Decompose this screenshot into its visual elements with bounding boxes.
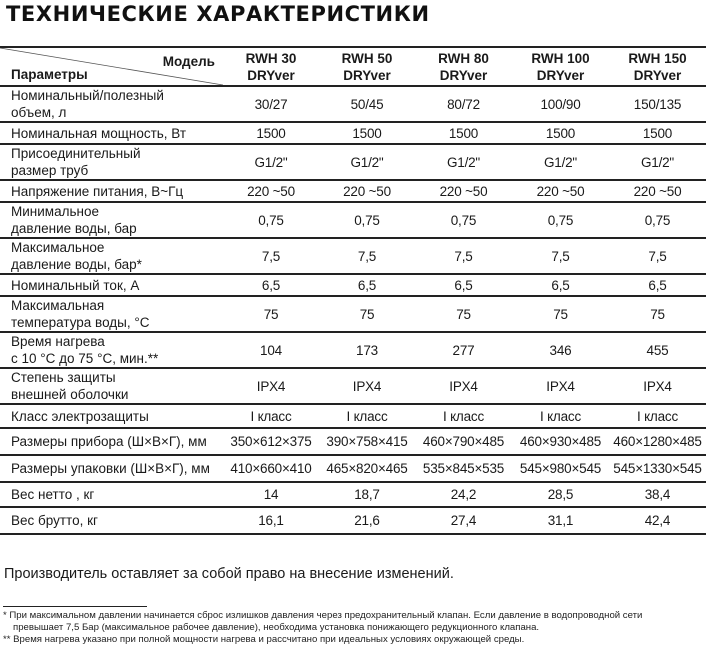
table-row <box>0 238 706 274</box>
value-cell: 150/135 <box>609 86 706 122</box>
value-cell: 21,6 <box>319 507 415 534</box>
table-row <box>0 332 706 368</box>
model-variant: DRYver <box>536 67 585 83</box>
value-cell: 277 <box>415 332 512 368</box>
value-cell: 18,7 <box>319 482 415 507</box>
parameter-label <box>0 404 223 428</box>
footnote-1: * При максимальном давлении начинается сброс излишков давления через предохранительный клапан. Если давление в водопроводной сети <box>3 610 643 621</box>
value-cell: 7,5 <box>609 238 706 274</box>
model-name: RWH 50 <box>341 50 393 66</box>
table-row <box>0 122 706 144</box>
value-cell: 0,75 <box>319 202 415 238</box>
parameter-label-line: Присоединительный <box>11 146 141 161</box>
value-cell: IPX4 <box>415 368 512 404</box>
value-cell: 6,5 <box>223 274 319 296</box>
value-cell: 545×980×545 <box>512 455 609 482</box>
value-cell: 0,75 <box>512 202 609 238</box>
value-cell: G1/2" <box>223 144 319 180</box>
parameter-label-line: Минимальное <box>11 204 99 219</box>
value-cell: G1/2" <box>415 144 512 180</box>
table-row <box>0 274 706 296</box>
value-cell: 173 <box>319 332 415 368</box>
table-row <box>0 144 706 180</box>
value-cell: 220 ~50 <box>512 180 609 202</box>
params-header-label: Параметры <box>11 67 88 82</box>
parameter-label <box>0 180 223 202</box>
value-cell: 75 <box>223 296 319 332</box>
value-cell: 535×845×535 <box>415 455 512 482</box>
table-row <box>0 180 706 202</box>
value-cell: 16,1 <box>223 507 319 534</box>
parameter-label <box>0 428 223 455</box>
value-cell: 465×820×465 <box>319 455 415 482</box>
table-row <box>0 296 706 332</box>
table-row <box>0 482 706 507</box>
parameter-label-line: Номинальная мощность, Вт <box>11 125 187 141</box>
parameter-label <box>0 202 223 238</box>
parameter-label-line: Размеры прибора (Ш×В×Г), мм <box>11 434 207 449</box>
value-cell: IPX4 <box>223 368 319 404</box>
parameter-label-line: давление воды, бар* <box>11 257 142 272</box>
value-cell: 75 <box>512 296 609 332</box>
value-cell: G1/2" <box>512 144 609 180</box>
value-cell: IPX4 <box>319 368 415 404</box>
parameter-label-line: объем, л <box>11 105 67 120</box>
parameter-label <box>0 296 223 332</box>
parameter-label-line: Размеры упаковки (Ш×В×Г), мм <box>11 461 210 476</box>
value-cell: I класс <box>319 404 415 428</box>
value-cell: 220 ~50 <box>223 180 319 202</box>
footnote-divider <box>3 606 147 607</box>
value-cell: 460×1280×485 <box>609 428 706 455</box>
value-cell: 350×612×375 <box>223 428 319 455</box>
value-cell: 75 <box>319 296 415 332</box>
parameter-label-line: Напряжение питания, В~Гц <box>11 183 184 199</box>
model-header-label: Модель <box>162 54 215 69</box>
value-cell: 24,2 <box>415 482 512 507</box>
parameter-label <box>0 368 223 404</box>
parameter-label-line: размер труб <box>11 163 89 178</box>
parameter-label-line: Максимальная <box>11 298 105 313</box>
value-cell: 1500 <box>319 122 415 144</box>
value-cell: 1500 <box>415 122 512 144</box>
model-header <box>223 47 319 86</box>
parameter-label-line: с 10 °С до 75 °С, мин.** <box>11 351 159 366</box>
table-row <box>0 368 706 404</box>
value-cell: 42,4 <box>609 507 706 534</box>
value-cell: 220 ~50 <box>609 180 706 202</box>
parameter-label-line: Вес нетто , кг <box>11 487 95 502</box>
table-header-row <box>0 47 706 86</box>
value-cell: 75 <box>609 296 706 332</box>
model-variant: DRYver <box>247 67 295 83</box>
value-cell: 30/27 <box>223 86 319 122</box>
parameter-label-line: внешней оболочки <box>11 387 129 402</box>
value-cell: 14 <box>223 482 319 507</box>
table-row <box>0 202 706 238</box>
table-row <box>0 404 706 428</box>
value-cell: I класс <box>609 404 706 428</box>
value-cell: 100/90 <box>512 86 609 122</box>
parameter-label <box>0 238 223 274</box>
parameter-label-line: Класс электрозащиты <box>11 408 149 424</box>
parameter-label-line: давление воды, бар <box>11 221 137 236</box>
model-header <box>609 47 706 86</box>
model-variant: DRYver <box>343 67 391 83</box>
parameter-label <box>0 274 223 296</box>
model-header <box>415 47 512 86</box>
value-cell: 7,5 <box>512 238 609 274</box>
value-cell: 220 ~50 <box>415 180 512 202</box>
parameter-label-line: Максимальное <box>11 240 105 255</box>
parameter-label <box>0 144 223 180</box>
parameter-label <box>0 482 223 507</box>
value-cell: 1500 <box>512 122 609 144</box>
value-cell: 390×758×415 <box>319 428 415 455</box>
value-cell: 7,5 <box>319 238 415 274</box>
value-cell: 80/72 <box>415 86 512 122</box>
value-cell: I класс <box>512 404 609 428</box>
footnote-1-continued: превышает 7,5 Бар (максимальное рабочее давление), необходима установка понижающего редукционного клапана. <box>13 622 540 633</box>
value-cell: 27,4 <box>415 507 512 534</box>
parameter-label-line: Номинальный/полезный <box>11 88 164 103</box>
value-cell: 455 <box>609 332 706 368</box>
model-header <box>319 47 415 86</box>
parameter-label <box>0 332 223 368</box>
value-cell: 1500 <box>223 122 319 144</box>
value-cell: 346 <box>512 332 609 368</box>
value-cell: 31,1 <box>512 507 609 534</box>
model-name: RWH 30 <box>245 50 297 66</box>
parameter-label-line: Степень защиты <box>11 370 116 385</box>
parameter-label-line: Номинальный ток, А <box>11 277 140 293</box>
value-cell: 38,4 <box>609 482 706 507</box>
value-cell: 7,5 <box>415 238 512 274</box>
value-cell: 0,75 <box>415 202 512 238</box>
parameter-label <box>0 507 223 534</box>
model-name: RWH 150 <box>628 50 687 66</box>
model-header <box>512 47 609 86</box>
value-cell: 0,75 <box>609 202 706 238</box>
footnote-2: ** Время нагрева указано при полной мощности нагрева и рассчитано при идеальных условиях окружающей среды. <box>3 634 525 645</box>
spec-table-body <box>0 86 706 534</box>
table-row <box>0 428 706 455</box>
value-cell: 104 <box>223 332 319 368</box>
value-cell: 545×1330×545 <box>609 455 706 482</box>
value-cell: IPX4 <box>609 368 706 404</box>
value-cell: 220 ~50 <box>319 180 415 202</box>
spec-table <box>0 46 706 535</box>
value-cell: 1500 <box>609 122 706 144</box>
corner-header-cell <box>0 47 223 86</box>
parameter-label-line: Время нагрева <box>11 334 105 349</box>
model-name: RWH 80 <box>438 50 489 66</box>
value-cell: 6,5 <box>415 274 512 296</box>
table-row <box>0 507 706 534</box>
value-cell: G1/2" <box>319 144 415 180</box>
parameter-label <box>0 122 223 144</box>
parameter-label <box>0 455 223 482</box>
model-variant: DRYver <box>633 67 682 83</box>
parameter-label-line: температура воды, °С <box>11 315 150 330</box>
value-cell: 7,5 <box>223 238 319 274</box>
model-variant: DRYver <box>439 67 488 83</box>
parameter-label-line: Вес брутто, кг <box>11 513 98 528</box>
parameter-label <box>0 86 223 122</box>
value-cell: I класс <box>415 404 512 428</box>
value-cell: 6,5 <box>319 274 415 296</box>
value-cell: IPX4 <box>512 368 609 404</box>
value-cell: 75 <box>415 296 512 332</box>
value-cell: 6,5 <box>609 274 706 296</box>
table-row <box>0 455 706 482</box>
table-row <box>0 86 706 122</box>
value-cell: 410×660×410 <box>223 455 319 482</box>
value-cell: 28,5 <box>512 482 609 507</box>
value-cell: 0,75 <box>223 202 319 238</box>
value-cell: 6,5 <box>512 274 609 296</box>
value-cell: 460×790×485 <box>415 428 512 455</box>
value-cell: 50/45 <box>319 86 415 122</box>
value-cell: I класс <box>223 404 319 428</box>
disclaimer-note: Производитель оставляет за собой право на внесение изменений. <box>4 566 454 582</box>
model-name: RWH 100 <box>531 50 590 66</box>
value-cell: G1/2" <box>609 144 706 180</box>
value-cell: 460×930×485 <box>512 428 609 455</box>
footnotes <box>3 610 642 646</box>
page-title: ТЕХНИЧЕСКИЕ ХАРАКТЕРИСТИКИ <box>6 2 430 26</box>
